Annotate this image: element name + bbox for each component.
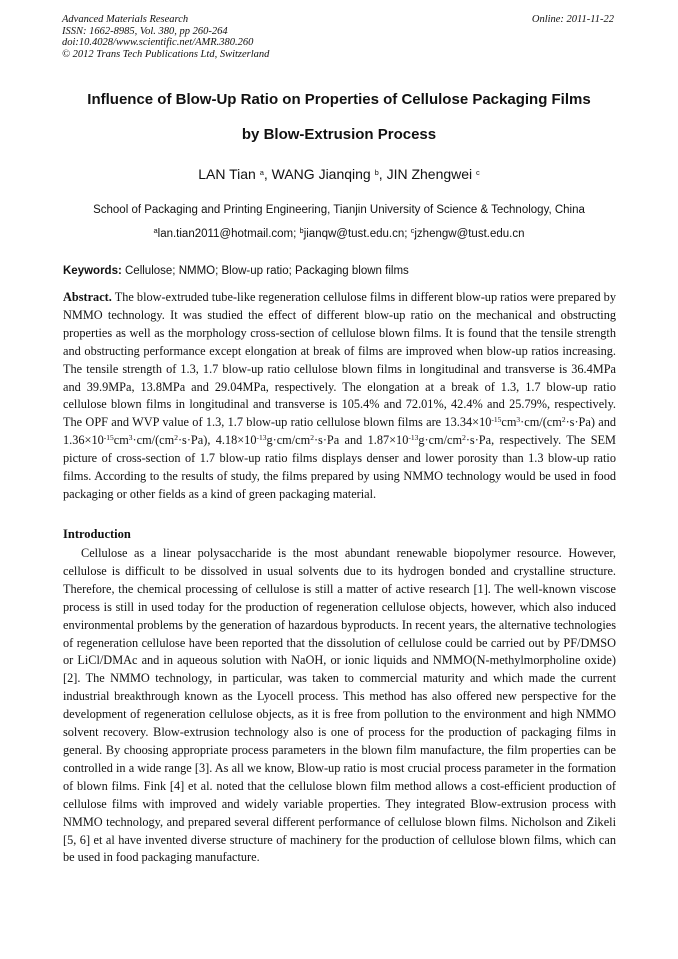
keywords — [63, 265, 616, 277]
abstract-text: cm — [501, 415, 517, 430]
superscript: 2 — [561, 415, 566, 425]
email-link[interactable]: jianqw@tust.edu.cn — [303, 228, 405, 240]
abstract-text: g·cm/cm — [418, 433, 463, 448]
author-list: LAN Tian $^a$, WANG Jianqing $^b$, JIN Zhengwei $^c$ — [198, 166, 480, 182]
paper-title-line-1: Influence of Blow-Up Ratio on Properties of Cellulose Packaging Films — [87, 91, 591, 108]
journal-name: Advanced Materials Research — [62, 14, 189, 25]
abstract-text: The blow-extruded tube-like regeneration cellulose films in different blow-up ratios were prepared by NMMO technology. It was studied the effect of different blow-up ratio on the mechanical and obstructing properties as well as the morphology cross-section of cellulose blown films. It is found that the tensile strength and obstructing performance except elongation at break of films are improved when blow-up ratios increasing. The tensile strength of 1.3, 1.7 blow-up ratio cellulose blown films in longitudinal and transverse is 36.4MPa and 39.9MPa, 13.8MPa and 29.04MPa, respectively. The elongation at a break of 1.3, 1.7 blow-up ratio cellulose blown films in longitudinal and transverse is 105.4% and 72.01%, 42.4% and 25.79%, respectively. The OPF and WVP value of 1.3, 1.7 blow-up ratio cellulose blown films are 13.34×10 — [63, 290, 616, 430]
issn-line: ISSN: 1662-8985, Vol. 380, pp 260-264 — [62, 25, 228, 37]
abstract-text: ·s·Pa) and 1.36×10 — [63, 415, 617, 448]
keywords-text: Cellulose; NMMO; Blow-up ratio; Packaging blown films — [125, 265, 409, 277]
superscript: -15 — [491, 415, 502, 425]
affiliation: School of Packaging and Printing Engineering, Tianjin University of Science & Technology, China — [93, 204, 585, 216]
email-mark: c — [410, 226, 415, 235]
keywords-label: Keywords: — [63, 265, 122, 277]
superscript: -13 — [256, 433, 267, 443]
section-heading-introduction: Introduction — [63, 527, 131, 541]
author-name: LAN Tian — [198, 166, 256, 182]
abstract-text: g·cm/cm — [266, 433, 311, 448]
email-link[interactable]: jzhengw@tust.edu.cn — [414, 228, 525, 240]
author-mark: b — [374, 168, 379, 177]
journal-header — [62, 14, 618, 60]
abstract-text: ·s·Pa), 4.18×10 — [177, 433, 257, 448]
abstract-paragraph — [63, 289, 616, 504]
copyright-line: © 2012 Trans Tech Publications Ltd, Switzerland — [62, 48, 270, 60]
superscript: -15 — [103, 433, 114, 443]
doi-line[interactable]: doi:10.4028/www.scientific.net/AMR.380.260 — [62, 37, 254, 48]
superscript: 3 — [128, 433, 133, 443]
email-mark: a — [153, 226, 158, 235]
paper-title-line-2: by Blow-Extrusion Process — [241, 126, 437, 143]
abstract-text: ·cm/(cm — [132, 433, 175, 448]
superscript: 2 — [174, 433, 178, 443]
abstract-text: ·cm/(cm — [520, 415, 562, 430]
author-name: WANG Jianqing — [271, 166, 371, 182]
abstract-label: Abstract. — [63, 290, 112, 304]
introduction-paragraph: Cellulose as a linear polysaccharide is the most abundant renewable biopolymer resource. However, cellulose is difficult to be dissolved in usual solvents due to its hydrogen bonded and crystalline structure. Therefore, the chemical processing of cellulose is still a matter of active research [1]. The well-known viscose process is still in used today for the production of regeneration cellulose objects, however, which also induced environmental problems by the generation of hazardous byproducts. In recent years, the alternative technologies of regeneration cellulose have been reported that the dissolution of cellulose could be carried out by PF/DMSO or LiCl/DMAc and in aqueous solution with NaOH, or ionic liquids and NMMO(N-methylmorpholine oxide) [2]. The NMMO technology, in particular, was taken to commercial maturity and which made the current industrial breakthrough known as the Lyocell process. This method has also offered new perspective for the development of regeneration cellulose objects, as it is free from pollution to the environment and high NMMO solvent recovery. Blow-extrusion technology also is one of process for the production of packaging films in general. By choosing appropriate process parameters in the blown film manufacture, the film properties can be controlled in a wide range [3]. As all we know, Blow-up ratio is most crucial process parameter in the formation of blown films. Fink [4] et al. noted that the cellulose blown film method allows a cost-efficient production of cellulose films with improved and widely variable properties. They integrated Blow-extrusion process with NMMO technology, and prepared several different performance of cellulose blown films. Nicholson and Zikeli [5, 6] et al have invented diverse structure of machinery for the production of cellulose blown films, which can be used in food packaging manufacture. — [63, 546, 616, 865]
superscript: 3 — [516, 415, 521, 425]
abstract-text: ·s·Pa and 1.87×10 — [313, 433, 409, 448]
abstract-text: ·s·Pa, respectively. The SEM picture of cross-section of 1.7 blow-up ratio films displays denser and lower porosity than 1.3 blow-up ratio films. According to the results of study, the films prepared by using NMMO technology would be used in food packaging or other fields as a kind of green packaging material. — [63, 433, 616, 501]
author-mark: a — [259, 168, 264, 177]
abstract-text: cm — [113, 433, 129, 448]
superscript: -13 — [408, 433, 419, 443]
superscript: 2 — [462, 433, 466, 443]
email-mark: b — [299, 226, 304, 235]
superscript: 2 — [310, 433, 314, 443]
email-link[interactable]: lan.tian2011@hotmail.com — [157, 228, 294, 240]
author-mark: c — [476, 168, 480, 177]
author-name: JIN Zhengwei — [386, 166, 473, 182]
online-date: Online: 2011-11-22 — [531, 14, 614, 25]
email-list: $^a$lan.tian2011@hotmail.com; $^b$jianqw@tust.edu.cn; $^c$jzhengw@tust.edu.cn — [153, 226, 525, 240]
